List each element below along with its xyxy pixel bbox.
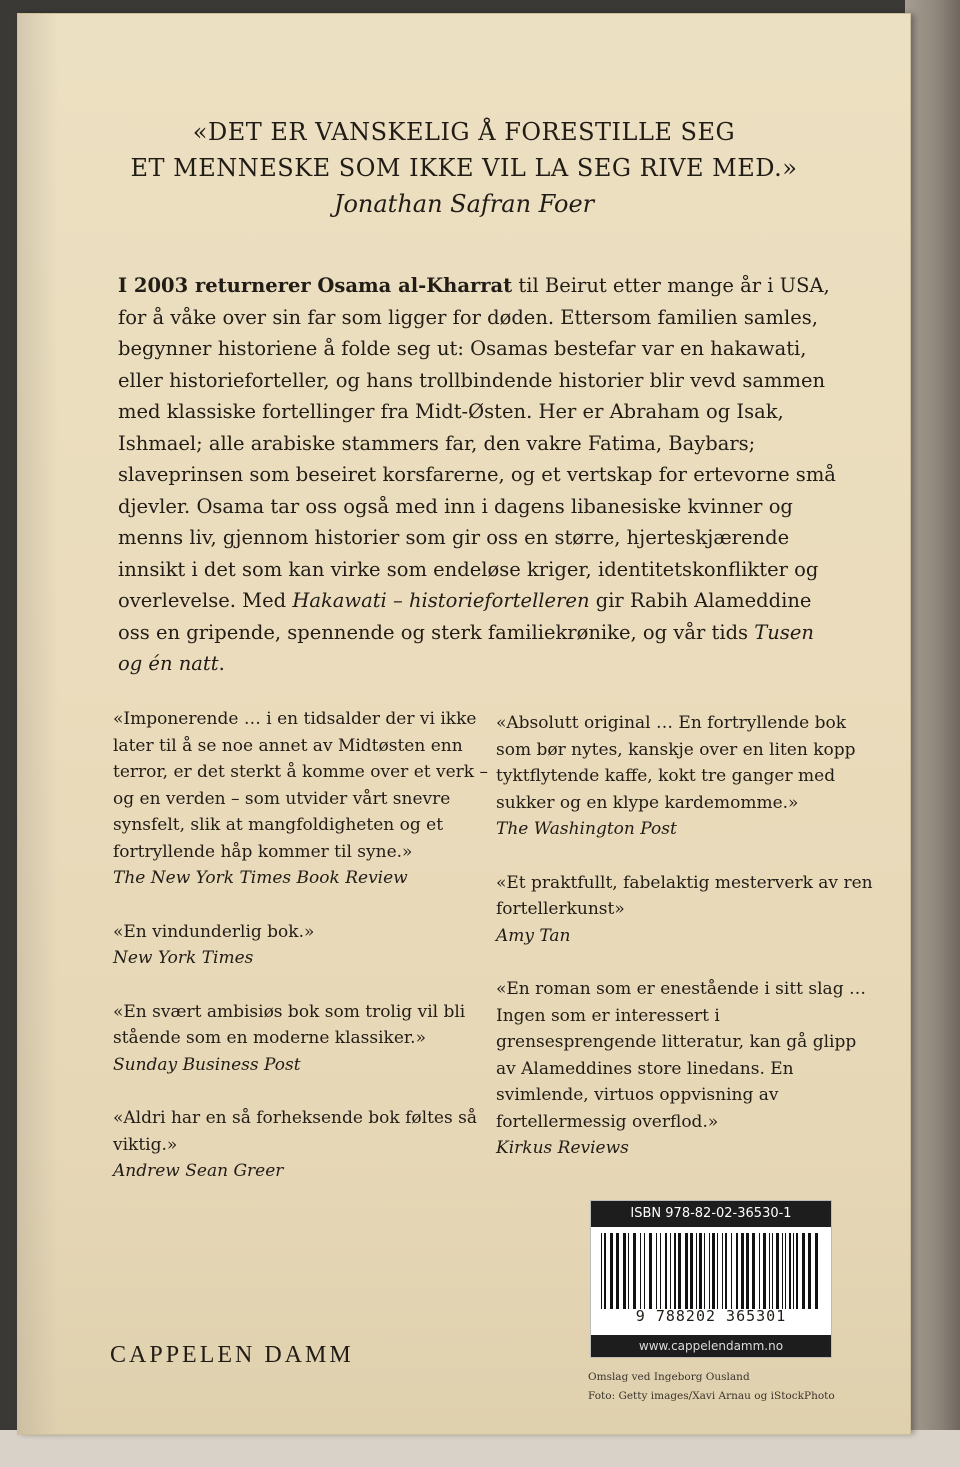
- review-text: «Et praktfullt, fabelaktig mesterverk av ren fortellerkunst»: [496, 872, 873, 919]
- blurb-bold-intro: I 2003 returnerer Osama al-Kharrat: [118, 274, 513, 297]
- barcode-bar: [623, 1233, 626, 1309]
- barcode-bar: [699, 1233, 702, 1309]
- barcode-bar: [789, 1233, 791, 1309]
- review-item: [496, 976, 876, 1162]
- review-text: «Imponerende … i en tidsalder der vi ikke later til å se noe annet av Midtøsten enn terror, er det sterkt å komme over et verk – og en verden – som utvider vårt snevre synsfelt, slik at mangfoldigheten og et fortryllende håp kommer til syne.»: [113, 709, 488, 862]
- top-quote-line-2: ET MENNESKE SOM IKKE VIL LA SEG RIVE MED.»: [130, 154, 798, 182]
- barcode-bar: [685, 1233, 688, 1309]
- barcode-bar: [772, 1233, 773, 1309]
- barcode-bar: [763, 1233, 766, 1309]
- barcode-bar: [628, 1233, 629, 1309]
- barcode-bar: [640, 1233, 641, 1309]
- cover-design-credit: Omslag ved Ingeborg Ousland: [588, 1371, 750, 1383]
- barcode-bar: [741, 1233, 744, 1309]
- table-surface-bottom: [0, 1430, 960, 1467]
- barcode-bar: [725, 1233, 727, 1309]
- barcode-bar: [678, 1233, 681, 1309]
- barcode-bar: [731, 1233, 732, 1309]
- barcode-bar: [649, 1233, 652, 1309]
- barcode-bar: [660, 1233, 661, 1309]
- table-surface-right: [905, 0, 960, 1467]
- barcode-bar: [746, 1233, 749, 1309]
- barcode-bar: [704, 1233, 705, 1309]
- barcode-bar: [769, 1233, 770, 1309]
- photo-credit: Foto: Getty images/Xavi Arnau og iStockPhoto: [588, 1390, 835, 1402]
- barcode-bar: [782, 1233, 783, 1309]
- review-item: [113, 1105, 488, 1185]
- reviews-right-column: [496, 710, 876, 1189]
- review-text: «Aldri har en så forheksende bok føltes så viktig.»: [113, 1108, 477, 1155]
- review-source: Sunday Business Post: [113, 1054, 301, 1075]
- barcode-bar: [785, 1233, 786, 1309]
- ean-number: 9 788202 365301: [635, 1307, 787, 1325]
- barcode-bar: [815, 1233, 818, 1309]
- barcode-bar: [656, 1233, 657, 1309]
- barcode-bar: [610, 1233, 613, 1309]
- review-text: «En vindunderlig bok.»: [113, 921, 315, 942]
- book-back-cover: [18, 14, 910, 1434]
- reviews-left-column: [113, 706, 488, 1212]
- barcode-bar: [717, 1233, 718, 1309]
- blurb-title2-italic: Tusen og én natt: [118, 620, 814, 675]
- barcode-bar: [796, 1233, 798, 1309]
- barcode-bar: [802, 1233, 805, 1309]
- barcode-bar: [712, 1233, 715, 1309]
- review-source: The Washington Post: [496, 819, 677, 839]
- barcode-bar: [752, 1233, 755, 1309]
- barcode-bar: [690, 1233, 693, 1309]
- review-source: Amy Tan: [496, 925, 571, 946]
- blurb-title-italic: Hakawati – historiefortelleren: [292, 589, 590, 612]
- barcode-bar: [808, 1233, 811, 1309]
- blurb-part-1: til Beirut etter mange år i USA, for å våke over sin far som ligger for døden. Ettersom familien samles, begynner historiene å folde seg ut: Osamas bestefar var en hakawati, eller historieforteller, og hans trollbindende historier blir vevd sammen med klassiske fortellinger fra Midt-Østen. Her er Abraham og Isak, Ishmael; alle arabiske stammers far, den vakre Fatima, Baybars; slaveprinsen som beseiret korsfarerne, og et vertskap for ertevorne små djevler. Osama tar oss også med inn i dagens libanesiske kvinner og menns liv, gjennom historier som gir oss en større, hjerteskjærende innsikt i det som kan virke som endeløse kriger, identitetskonflikter og overlevelse. Med: [118, 274, 836, 612]
- barcode-bar: [736, 1233, 738, 1309]
- review-text: «En roman som er enestående i sitt slag … Ingen som er interessert i grensesprengende litteratur, kan gå glipp av Alameddines store linedans. En svimlende, virtuos oppvisning av fortellermessig overflod.»: [496, 979, 866, 1132]
- barcode-bar: [696, 1233, 697, 1309]
- barcode-bar: [633, 1233, 636, 1309]
- top-quote-line-1: «DET ER VANSKELIG Å FORESTILLE SEG: [192, 118, 736, 146]
- top-quote-author: Jonathan Safran Foer: [333, 190, 595, 218]
- review-item: [496, 710, 876, 843]
- review-item: [113, 999, 488, 1079]
- barcode-bars: [601, 1233, 821, 1309]
- review-source: New York Times: [113, 948, 254, 968]
- barcode-bar: [604, 1233, 606, 1309]
- review-source: Andrew Sean Greer: [113, 1161, 284, 1181]
- review-item: [113, 706, 488, 892]
- isbn-text: ISBN 978-82-02-36530-1: [591, 1201, 831, 1227]
- barcode-bar: [665, 1233, 667, 1309]
- blurb-end: .: [218, 652, 225, 675]
- barcode-bar: [644, 1233, 645, 1309]
- review-text: «Absolutt original … En fortryllende bok som bør nytes, kanskje over en liten kopp tyktflytende kaffe, kokt tre ganger med sukker og en klype kardemomme.»: [496, 713, 856, 813]
- barcode-bar: [759, 1233, 760, 1309]
- review-item: [113, 919, 488, 972]
- barcode-bar: [793, 1233, 794, 1309]
- barcode-bar: [709, 1233, 710, 1309]
- publisher-url: www.cappelendamm.no: [591, 1335, 831, 1357]
- review-item: [496, 870, 876, 950]
- publisher-logo: CAPPELEN DAMM: [110, 1342, 354, 1368]
- blurb-part-2: gir Rabih Alameddine oss en gripende, spennende og sterk familiekrønike, og vår tids: [118, 589, 812, 644]
- barcode-bar: [674, 1233, 676, 1309]
- book-blurb: [118, 270, 838, 680]
- barcode-bar: [670, 1233, 671, 1309]
- barcode-bar: [601, 1233, 602, 1309]
- barcode-bar: [722, 1233, 723, 1309]
- top-quote: [18, 114, 910, 222]
- cover-edge-wear: [18, 14, 58, 1434]
- barcode-bar: [776, 1233, 779, 1309]
- review-source: The New York Times Book Review: [113, 868, 408, 888]
- barcode-label: [590, 1200, 832, 1358]
- barcode-bar: [616, 1233, 619, 1309]
- review-source: Kirkus Reviews: [496, 1138, 629, 1158]
- review-text: «En svært ambisiøs bok som trolig vil bli stående som en moderne klassiker.»: [113, 1001, 466, 1048]
- cover-credits: [588, 1368, 908, 1406]
